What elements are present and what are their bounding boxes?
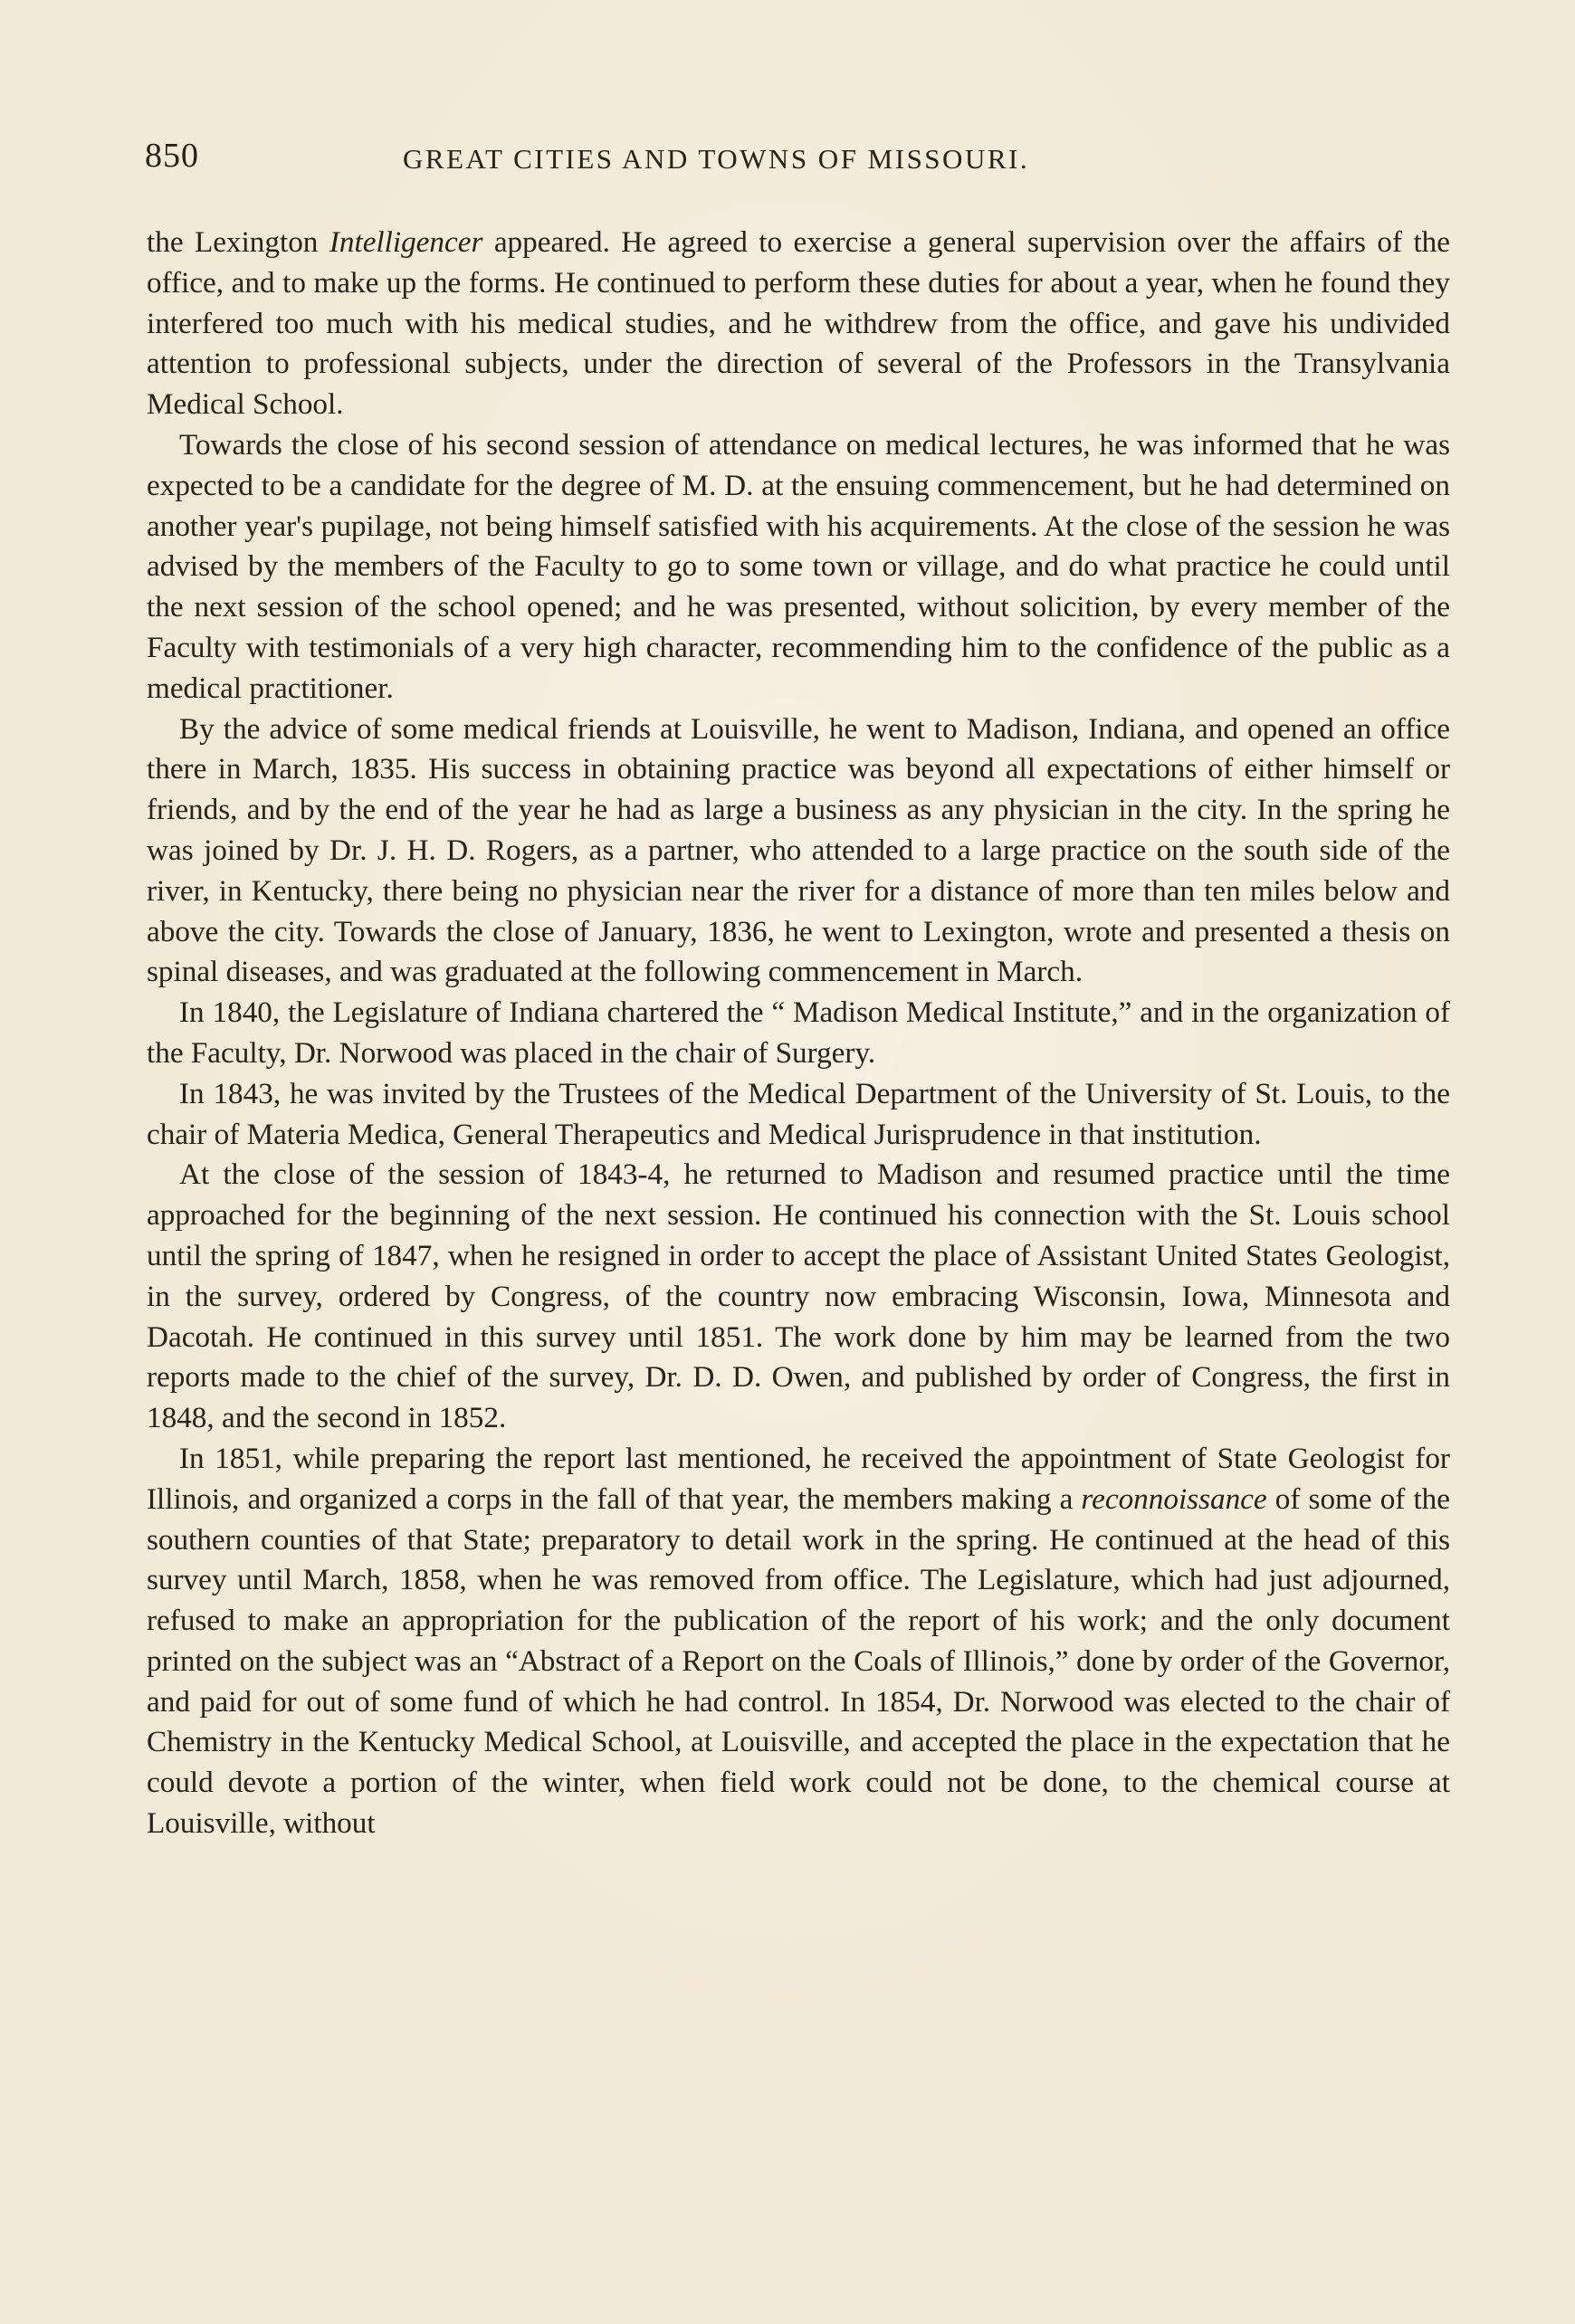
- paragraph-4: In 1840, the Legislature of Indiana chartered the “ Madison Medical Institute,” and in the organization of the Faculty, Dr. Norwood was placed in the chair of Surgery.: [147, 995, 1450, 1070]
- paragraph-7-rest: of some of the southern counties of that State; preparatory to detail work in the spring. He continued at the head of this survey until March, 1858, when he was removed from office. The Legislature, which had just adjourned, refused to make an appropriation for the publication of the report of his work; and the only document printed on the subject was an “Abstract of a Report on the Coals of Illinois,” done by order of the Governor, and paid for out of some fund of which he had control. In 1854, Dr. Norwood was elected to the chair of Chemistry in the Kentucky Medical School, at Louisville, and accepted the place in the expectation that he could devote a portion of the winter, when field work could not be done, to the chemical course at Louisville, without: [147, 1481, 1451, 1841]
- paragraph-1: [147, 223, 1450, 425]
- paragraph-5: In 1843, he was invited by the Trustees of the Medical Department of the University of St. Louis, to the chair of Materia Medica, General Therapeutics and Medical Jurisprudence in that institution.: [147, 1076, 1450, 1151]
- running-head: GREAT CITIES AND TOWNS OF MISSOURI.: [403, 143, 1030, 175]
- paragraph-3: By the advice of some medical friends at Louisville, he went to Madison, Indiana, and opened an office there in March, 1835. His success in obtaining practice was beyond all expectations of either himself or friends, and by the end of the year he had as large a business as any physician in the city. In the spring he was joined by Dr. J. H. D. Rogers, as a partner, who attended to a large practice on the south side of the river, in Kentucky, there being no physician near the river for a distance of more than ten miles below and above the city. Towards the close of January, 1836, he went to Lexington, wrote and presented a thesis on spinal diseases, and was graduated at the following commencement in March.: [147, 711, 1450, 989]
- paragraph-2: Towards the close of his second session of attendance on medical lectures, he was informed that he was expected to be a candidate for the degree of M. D. at the ensuing commencement, but he had determined on another year's pupilage, not being himself satisfied with his acquirements. At the close of the session he was advised by the members of the Faculty to go to some town or village, and do what practice he could until the next session of the school opened; and he was presented, without solicition, by every member of the Faculty with testimonials of a very high character, recommending him to the confidence of the public as a medical practitioner.: [147, 427, 1450, 705]
- paragraph-1-start: the Lexington: [147, 225, 329, 259]
- paragraph-7-start: In 1851, while preparing the report last mentioned, he received the appointment of State Geologist for Illinois, and organized a corps in the fall of that year, the members making a: [147, 1441, 1450, 1516]
- page-number: 850: [145, 137, 199, 175]
- italic-term: reconnoissance: [1081, 1481, 1267, 1516]
- body-text: [147, 223, 1450, 1844]
- page-header: [145, 136, 1457, 190]
- paragraph-6: At the close of the session of 1843-4, he returned to Madison and resumed practice until the time approached for the beginning of the next session. He continued his connection with the St. Louis school until the spring of 1847, when he resigned in order to accept the place of Assistant United States Geologist, in the survey, ordered by Congress, of the country now embracing Wisconsin, Iowa, Minnesota and Dacotah. He continued in this survey until 1851. The work done by him may be learned from the two reports made to the chief of the survey, Dr. D. D. Owen, and published by order of Congress, the first in 1848, and the second in 1852.: [147, 1157, 1450, 1435]
- paragraph-7: [147, 1439, 1450, 1844]
- paragraph-1-rest: appeared. He agreed to exercise a general supervision over the affairs of the office, and to make up the forms. He continued to perform these duties for about a year, when he found they interfered too much with his medical studies, and he withdrew from the office, and gave his undivided attention to professional subjects, under the direction of several of the Professors in the Transylvania Medical School.: [147, 225, 1450, 422]
- newspaper-title: Intelligencer: [329, 225, 483, 259]
